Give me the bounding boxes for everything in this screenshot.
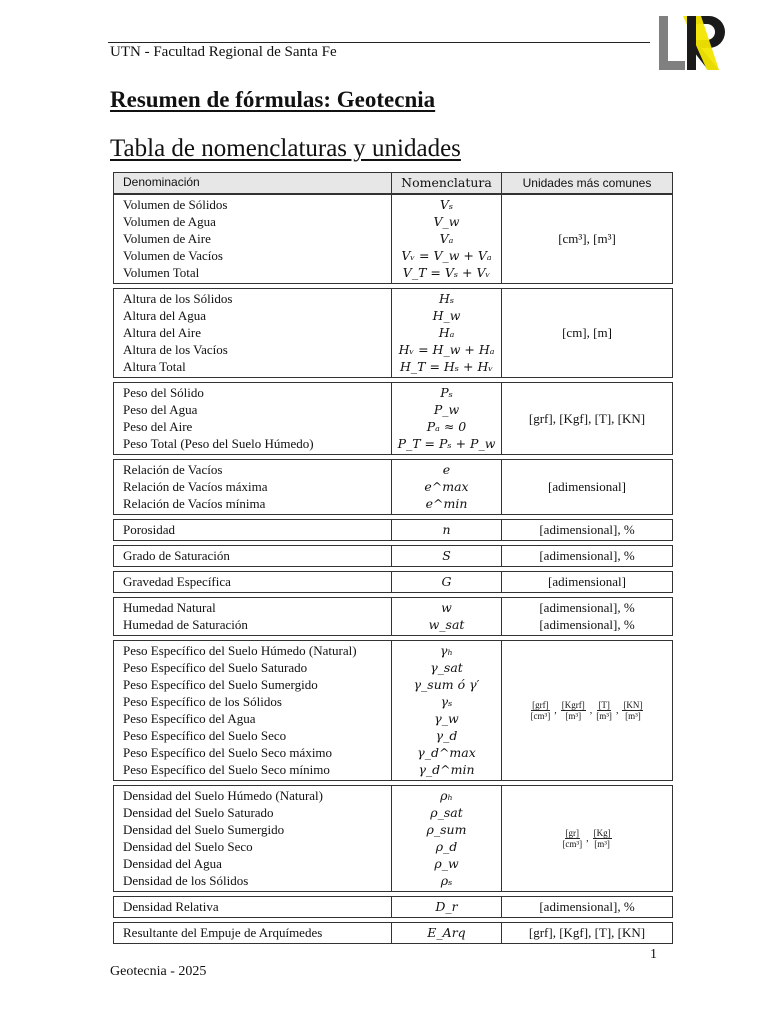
units-cell [502,546,672,566]
denomination-label: Peso Específico de los Sólidos [123,694,282,709]
denomination-label: Porosidad [123,522,175,537]
unit-numerator: [grf] [532,700,549,710]
footer-text: Geotecnia - 2025 [110,964,207,979]
symbol-cell [391,923,502,943]
unit-fraction [596,700,612,721]
units-cell [502,786,672,891]
unit-fraction [593,828,612,849]
denomination-label: Altura de los Vacíos [123,342,228,357]
symbol-label: Vₛ [439,197,454,212]
denomination-label: Peso Específico del Suelo Saturado [123,660,308,675]
table-group [113,640,673,781]
header-institution: UTN - Facultad Regional de Santa Fe [110,44,337,60]
denomination-cell [114,923,391,943]
table-group [113,519,673,541]
symbol-label: Pₐ ≈ 0 [426,419,467,434]
table-group [113,785,673,892]
denomination-label: Peso del Sólido [123,385,204,400]
symbol-label: ρₕ [440,788,453,803]
unit-numerator: [Kg] [593,828,611,838]
symbol-label: γ_d [435,728,458,743]
units-cell [502,520,672,540]
symbol-label: γₛ [440,694,453,709]
denomination-label: Peso Específico del Suelo Seco mínimo [123,762,330,777]
symbol-label: E_Arq [427,925,466,940]
denomination-label: Peso Específico del Suelo Húmedo (Natural) [123,643,357,658]
table-group [113,459,673,515]
symbol-label: e^max [424,479,469,494]
denomination-label: Grado de Saturación [123,548,230,563]
table-group [113,571,673,593]
denomination-label: Volumen de Aire [123,231,211,246]
denomination-label: Altura de los Sólidos [123,291,233,306]
denomination-label: Gravedad Específica [123,574,231,589]
symbol-label: ρₛ [440,873,453,888]
denomination-label: Relación de Vacíos máxima [123,479,268,494]
units-label: [adimensional], % [539,600,635,615]
units-fractions: $\frac{\text{[grf]}}{\text{[cm³]}}$ , $\frac{\text{[Kgrf]}}{\text{[m³]}}$ , $\frac{[T]}{\text{[m³]}}$ , $\frac{[KN]}{\text{[m³]}}$ [530,700,643,721]
denomination-label: Densidad del Agua [123,856,222,871]
unit-denominator: [m³] [594,839,610,849]
symbol-label: γₕ [440,643,453,658]
units-cell [502,460,672,514]
symbol-label: e [442,462,451,477]
units-cell [502,572,672,592]
symbol-label: Hᵥ = H_w + Hₐ [398,342,495,357]
symbol-label: Hₛ [438,291,455,306]
denomination-label: Volumen de Sólidos [123,197,228,212]
table-group [113,288,673,378]
document-title: Resumen de fórmulas: Geotecnia [110,87,436,112]
symbol-label: V_w [433,214,460,229]
symbol-label: Vᵥ = V_w + Vₐ [401,248,492,263]
symbol-label: γ_sum ó γ′ [413,677,480,692]
denomination-label: Humedad de Saturación [123,617,248,632]
symbol-label: γ_d^max [417,745,476,760]
denomination-label: Peso Específico del Suelo Seco máximo [123,745,333,760]
denomination-label: Relación de Vacíos mínima [123,496,266,511]
unit-denominator: [m³] [565,711,582,721]
denomination-cell [114,786,391,891]
denomination-cell [114,460,391,514]
unit-denominator: [m³] [625,711,641,721]
symbol-label: V_T = Vₛ + Vᵥ [402,265,491,280]
denomination-cell [114,546,391,566]
denomination-label: Densidad de los Sólidos [123,873,249,888]
units-cell [502,195,672,283]
symbol-cell [391,546,502,566]
units-label: [grf], [Kgf], [T], [KN] [528,925,646,940]
symbol-label: Vₐ [439,231,454,246]
symbol-label: P_w [433,402,460,417]
symbol-cell [391,520,502,540]
table-group [113,922,673,944]
symbol-label: w_sat [428,617,465,632]
denomination-label: Densidad del Suelo Sumergido [123,822,285,837]
denomination-label: Relación de Vacíos [123,462,223,477]
symbol-cell [391,598,502,635]
symbol-label: H_w [432,308,461,323]
unit-fraction [622,700,643,721]
denomination-label: Altura Total [123,359,186,374]
symbol-label: P_T = Pₛ + P_w [397,436,496,451]
denomination-label: Volumen de Agua [123,214,216,229]
unit-denominator: [cm³] [562,839,583,849]
table-group [113,545,673,567]
symbol-cell [391,383,502,454]
units-fractions: $\frac{[gr]}{\text{[cm³]}}$ , $\frac{[Kg]}{\text{[m³]}}$ [562,828,611,849]
denomination-cell [114,383,391,454]
symbol-cell [391,195,502,283]
denomination-cell [114,289,391,377]
table-body [113,194,673,944]
lr-logo [657,14,737,74]
units-cell [502,598,672,635]
symbol-label: Hₐ [438,325,455,340]
units-cell [502,383,672,454]
unit-denominator: [m³] [596,711,612,721]
table-group [113,194,673,284]
denomination-label: Humedad Natural [123,600,216,615]
symbol-label: D_r [435,899,458,914]
table-header-denominacion: Denominación [123,175,200,189]
symbol-label: γ_d^min [418,762,475,777]
symbol-label: ρ_sum [426,822,467,837]
table-header-nomenclatura: Nomenclatura [391,173,502,193]
denomination-label: Densidad del Suelo Seco [123,839,253,854]
header-rule [108,42,650,43]
units-cell [502,897,672,917]
symbol-cell [391,460,502,514]
denomination-label: Peso Específico del Suelo Seco [123,728,287,743]
units-label: [adimensional], % [539,522,635,537]
symbol-label: G [441,574,452,589]
symbol-label: n [442,522,451,537]
units-label: [adimensional] [548,479,626,494]
denomination-label: Volumen de Vacíos [123,248,223,263]
unit-numerator: [T] [598,700,610,710]
denomination-cell [114,897,391,917]
denomination-cell [114,641,391,780]
units-label: [cm³], [m³] [558,231,616,246]
table-group [113,896,673,918]
symbol-label: S [442,548,451,563]
nomenclature-table [113,172,673,944]
symbol-cell [391,641,502,780]
symbol-cell [391,786,502,891]
symbol-label: Pₛ [440,385,453,400]
denomination-label: Densidad Relativa [123,899,219,914]
page-number: 1 [650,947,657,962]
symbol-label: γ_w [434,711,459,726]
symbol-label: ρ_w [434,856,459,871]
units-cell [502,641,672,780]
denomination-label: Peso Específico del Suelo Sumergido [123,677,318,692]
symbol-label: w [441,600,452,615]
symbol-label: e^min [425,496,468,511]
unit-numerator: [KN] [623,700,643,710]
symbol-cell [391,897,502,917]
denomination-label: Altura del Aire [123,325,201,340]
denomination-cell [114,572,391,592]
unit-fraction [531,700,551,721]
table-header-unidades: Unidades más comunes [522,175,652,190]
units-label: [adimensional], % [539,617,635,632]
units-label: [adimensional] [548,574,626,589]
unit-numerator: [Kgrf] [561,700,585,710]
units-label: [adimensional], % [539,899,635,914]
denomination-label: Volumen Total [123,265,200,280]
table-group [113,382,673,455]
denomination-cell [114,520,391,540]
units-label: [cm], [m] [562,325,612,340]
units-label: [adimensional], % [539,548,635,563]
unit-denominator: [cm³] [530,711,551,721]
denomination-label: Densidad del Suelo Húmedo (Natural) [123,788,324,803]
denomination-label: Peso del Agua [123,402,198,417]
unit-fraction [562,828,582,849]
symbol-label: ρ_d [435,839,458,854]
table-group [113,597,673,636]
symbol-cell [391,572,502,592]
denomination-label: Altura del Agua [123,308,207,323]
units-cell [502,923,672,943]
symbol-label: γ_sat [430,660,463,675]
units-cell [502,289,672,377]
symbol-cell [391,289,502,377]
denomination-cell [114,195,391,283]
units-label: [grf], [Kgf], [T], [KN] [528,410,646,426]
denomination-label: Peso Total (Peso del Suelo Húmedo) [123,436,314,451]
symbol-label: ρ_sat [430,805,463,820]
denomination-label: Peso Específico del Agua [123,711,256,726]
table-header-row [113,172,673,194]
section-title: Tabla de nomenclaturas y unidades [110,135,461,162]
denomination-cell [114,598,391,635]
unit-numerator: [gr] [565,828,579,838]
unit-fraction [561,700,586,721]
symbol-label: H_T = Hₛ + Hᵥ [400,359,493,374]
denomination-label: Resultante del Empuje de Arquímedes [123,925,323,940]
denomination-label: Peso del Aire [123,419,193,434]
denomination-label: Densidad del Suelo Saturado [123,805,274,820]
